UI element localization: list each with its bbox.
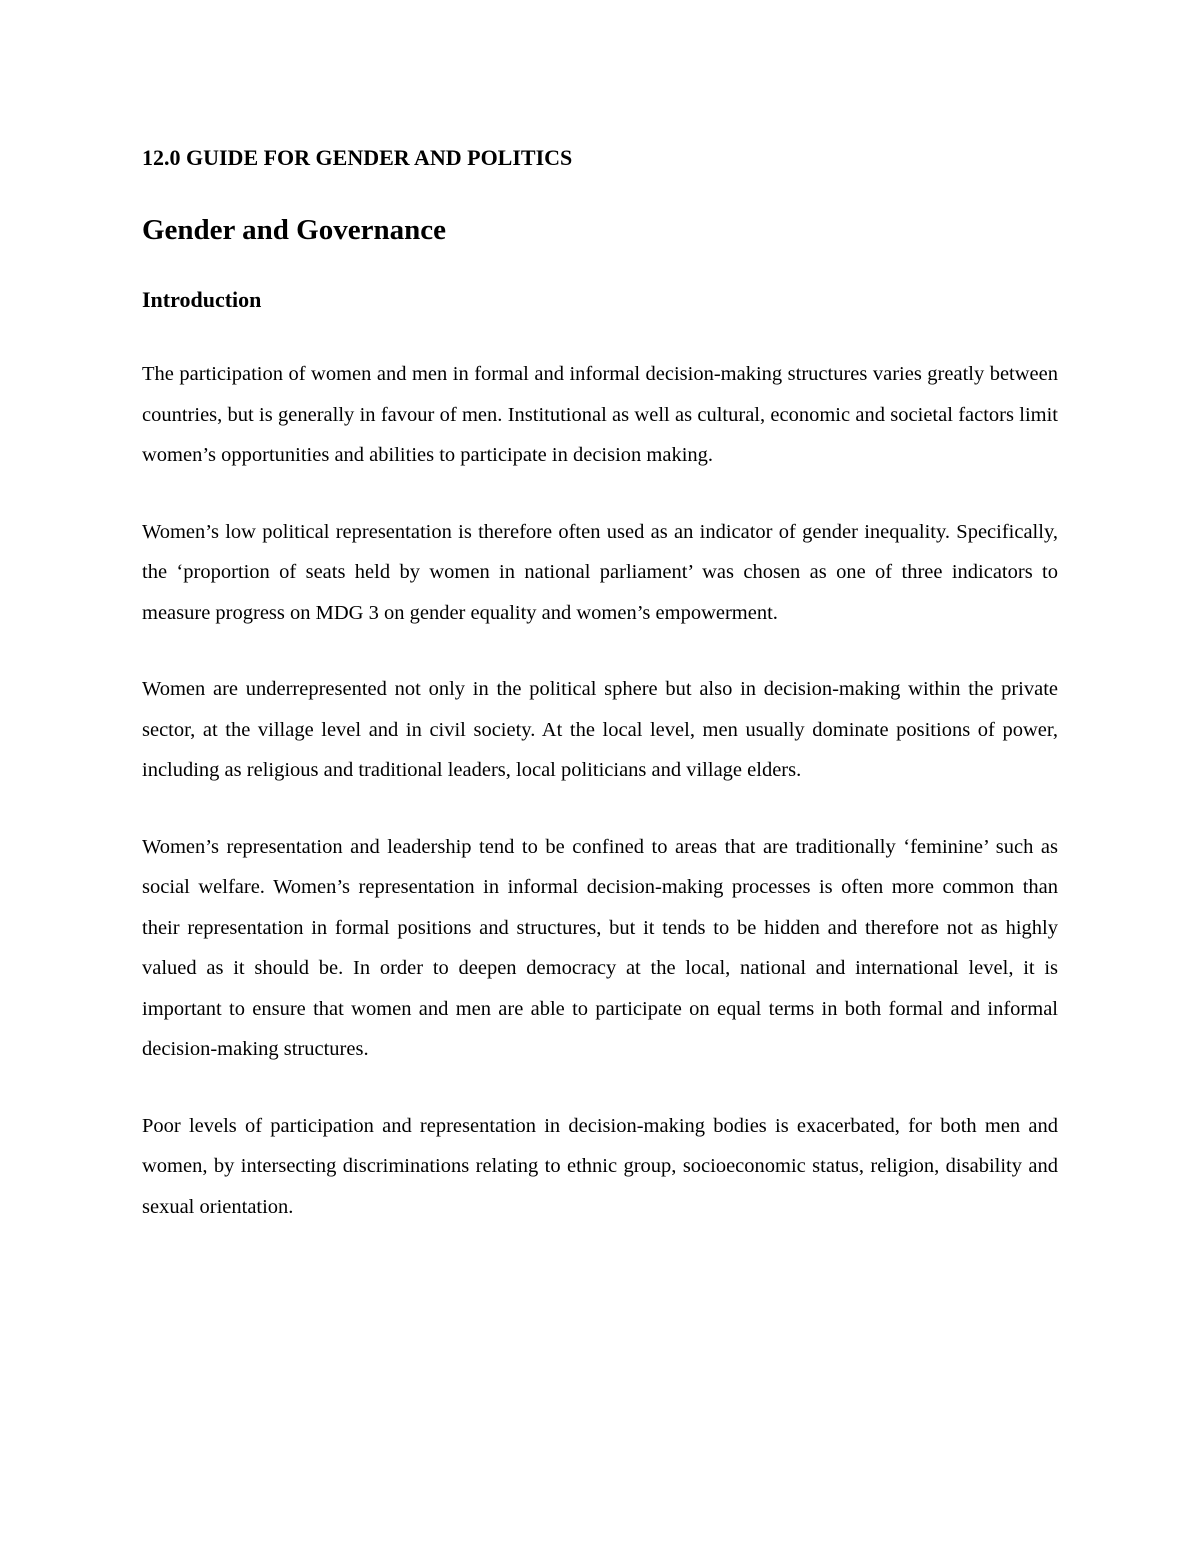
paragraph-underrepresentation: Women are underrepresented not only in the political sphere but also in decision-making within the private sector, at the village level and in civil society. At the local level, men usually dominate positions of power, including as religious and traditional leaders, local politicians and village elders. — [142, 678, 1058, 781]
paragraph-participation: The participation of women and men in formal and informal decision-making structures varies greatly between countries, but is generally in favour of men. Institutional as well as cultural, economic and societal factors limit women’s opportunities and abilities to participate in decision making. — [142, 363, 1058, 466]
paragraph-discrimination: Poor levels of participation and representation in decision-making bodies is exacerbated, for both men and women, by intersecting discriminations relating to ethnic group, socioeconomic status, religion, disability and sexual orientation. — [142, 1114, 1058, 1218]
paragraph-political-representation: Women’s low political representation is therefore often used as an indicator of gender inequality. Specifically, the ‘proportion of seats held by women in national parliament’ was chosen as one of three indicators to measure progress on MDG 3 on gender equality and women’s empowerment. — [142, 520, 1058, 624]
section-title: 12.0 GUIDE FOR GENDER AND POLITICS — [142, 145, 573, 170]
page-title: Gender and Governance — [142, 214, 446, 246]
document-body — [142, 142, 1058, 1263]
introduction-heading: Introduction — [142, 287, 262, 312]
paragraph-leadership: Women’s representation and leadership tend to be confined to areas that are traditionally ‘feminine’ such as social welfare. Women’s representation in informal decision-making processes is often more common than their representation in formal positions and structures, but it tends to be hidden and therefore not as highly valued as it should be. In order to deepen democracy at the local, national and international level, it is important to ensure that women and men are able to participate on equal terms in both formal and informal decision-making structures. — [142, 835, 1058, 1060]
